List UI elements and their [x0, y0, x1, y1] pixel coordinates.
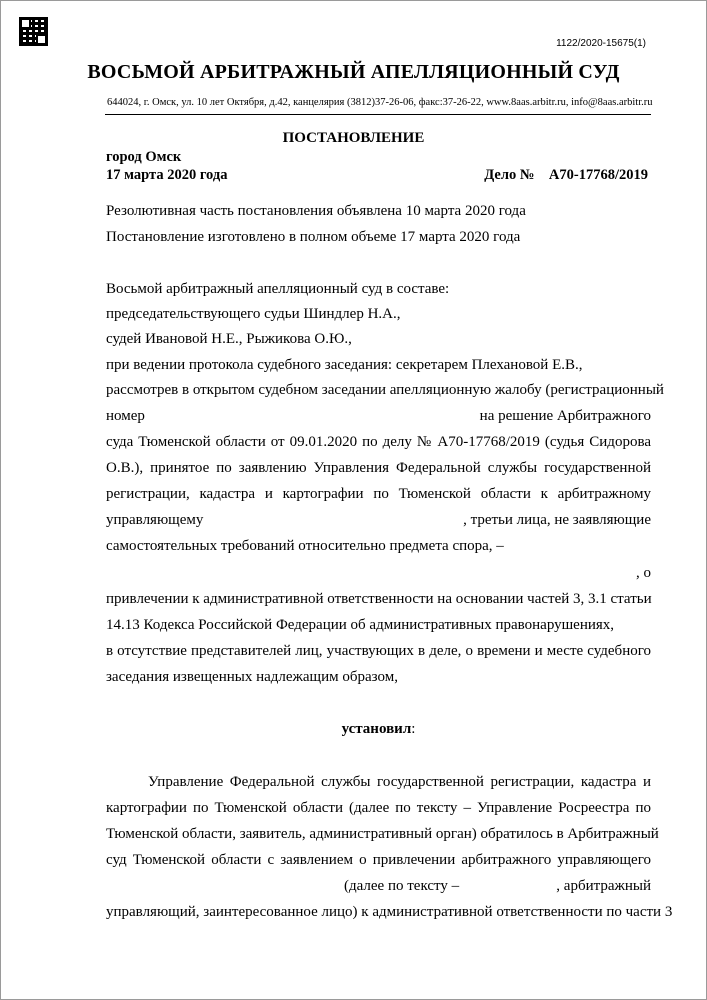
announced-line: Резолютивная часть постановления объявлена 10 марта 2020 года [106, 203, 526, 219]
paragraph-line: , о [636, 565, 651, 581]
text-run: управляющему [106, 512, 204, 528]
paragraph-line: 14.13 Кодекса Российской Федерации об административных правонарушениях, [106, 617, 615, 633]
document-type: ПОСТАНОВЛЕНИЕ [282, 130, 425, 146]
established-heading [106, 719, 651, 739]
paragraph-line: регистрации, кадастра и картографии по Тюменской области к арбитражному [106, 486, 651, 502]
text-run: на решение Арбитражного [479, 408, 651, 424]
case-number [484, 167, 648, 184]
established-word: установил [341, 721, 412, 737]
paragraph-line [106, 380, 664, 400]
judges-line: судей Ивановой Н.Е., Рыжикова О.Ю., [106, 331, 352, 347]
paragraph-line: Управление Федеральной службы государственной регистрации, кадастра и [148, 774, 651, 790]
paragraph-line [344, 876, 651, 896]
paragraph-line: управляющий, заинтересованное лицо) к административной ответственности по части 3 [106, 904, 673, 920]
paragraph-line [106, 510, 651, 530]
composition-line: Восьмой арбитражный апелляционный суд в составе: [106, 281, 450, 297]
text-run: , арбитражный [556, 878, 651, 894]
paragraph-line: Тюменской области, заявитель, административный орган) обратилось в Арбитражный [106, 826, 659, 842]
qr-code-icon [20, 18, 47, 45]
paragraph-line [106, 406, 651, 426]
case-label: Дело № [484, 167, 535, 183]
produced-line: Постановление изготовлено в полном объеме 17 марта 2020 года [106, 229, 521, 245]
chair-line: председательствующего судьи Шиндлер Н.А., [106, 306, 401, 322]
document-date: 17 марта 2020 года [106, 167, 228, 183]
paragraph-line: заседания извещенных надлежащим образом, [106, 669, 398, 685]
paragraph-line: О.В.), принятое по заявлению Управления Федеральной службы государственной [106, 460, 651, 476]
header-divider [105, 114, 651, 115]
paragraph-line: самостоятельных требований относительно предмета спора, – [106, 538, 504, 554]
paragraph-line: суд Тюменской области с заявлением о привлечении арбитражного управляющего [106, 852, 651, 868]
text-run: номер [106, 408, 145, 424]
text-run: , третьи лица, не заявляющие [463, 512, 651, 528]
text-run: (далее по тексту – [344, 878, 460, 894]
paragraph-line: картографии по Тюменской области (далее по тексту – Управление Росреестра по [106, 800, 651, 816]
text-run: рассмотрев в открытом судебном заседании апелляционную жалобу (регистрационный [106, 382, 664, 398]
court-address: 644024, г. Омск, ул. 10 лет Октября, д.42, канцелярия (3812)37-26-06, факс:37-26-22, www.8aas.arbitr.ru, info@8aas.arbitr.ru [107, 97, 653, 108]
paragraph-line: привлечении к административной ответственности на основании частей 3, 3.1 статьи [106, 591, 652, 607]
secretary-line: при ведении протокола судебного заседания: секретарем Плехановой Е.В., [106, 357, 583, 373]
case-number-value: А70-17768/2019 [548, 167, 648, 183]
paragraph-line: суда Тюменской области от 09.01.2020 по делу № А70-17768/2019 (судья Сидорова [106, 434, 651, 450]
city: город Омск [106, 149, 182, 165]
paragraph-line: в отсутствие представителей лиц, участвующих в деле, о времени и месте судебного [106, 643, 651, 659]
case-id: 1122/2020-15675(1) [556, 38, 646, 49]
established-colon: : [411, 721, 416, 737]
court-title: ВОСЬМОЙ АРБИТРАЖНЫЙ АПЕЛЛЯЦИОННЫЙ СУД [87, 61, 620, 83]
